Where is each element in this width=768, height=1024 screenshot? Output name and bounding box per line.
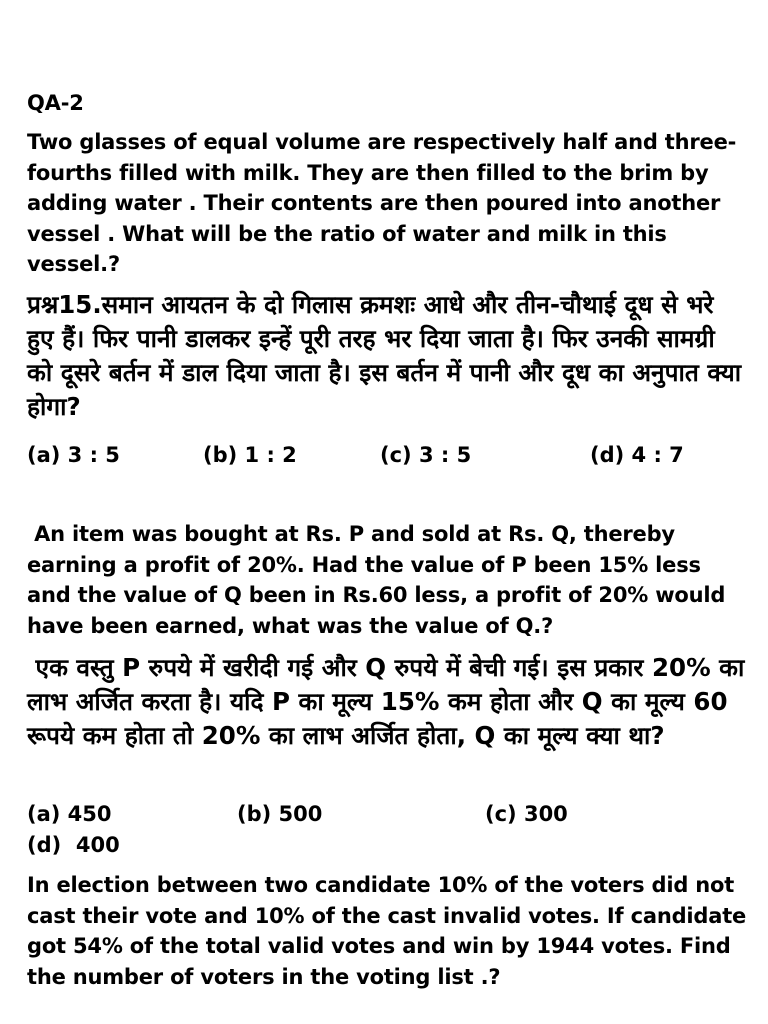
question-1-option-c: (c) 3 : 5: [380, 443, 472, 467]
question-2-option-a: (a) 450: [27, 802, 112, 826]
question-2-option-d: (d) 400: [27, 833, 120, 857]
question-3-english: In election between two candidate 10% of the voters did not cast their vote and 10% of the cast invalid votes. If candidate got 54% of the total valid votes and win by 1944 votes. Find the number of voters in the voting list .?: [27, 873, 747, 989]
question-label: QA-2: [27, 91, 84, 115]
question-2-hindi: एक वस्तु P रुपये में खरीदी गई और Q रुपये में बेची गई। इस प्रकार 20% का लाभ अर्जित करता है। यदि P का मूल्य 15% कम होता और Q का मूल्य 60 रूपये कम होता तो 20% का लाभ अर्जित होता, Q का मूल्य क्या था?: [27, 653, 753, 750]
question-1-hindi: प्रश्न15.समान आयतन के दो गिलास क्रमशः आधे और तीन-चौथाई दूध से भरे हुए हैं। फिर पानी डालकर इन्हें पूरी तरह भर दिया जाता है। फिर उनकी सामग्री को दूसरे बर्तन में डाल दिया जाता है। इस बर्तन में पानी और दूध का अनुपात क्या होगा?: [27, 290, 742, 421]
question-1-option-b: (b) 1 : 2: [203, 443, 297, 467]
question-1-option-a: (a) 3 : 5: [27, 443, 120, 467]
question-2-english: An item was bought at Rs. P and sold at Rs. Q, thereby earning a profit of 20%. Had the value of P been 15% less and the value of Q been in Rs.60 less, a profit of 20% would have been earned, what was the value of Q.?: [27, 522, 733, 638]
question-2-option-c: (c) 300: [485, 802, 568, 826]
question-1-english: Two glasses of equal volume are respectively half and three-fourths filled with milk. They are then filled to the brim by adding water . Their contents are then poured into another vessel . What will be the ratio of water and milk in this vessel.?: [27, 130, 737, 276]
question-2-option-b: (b) 500: [237, 802, 323, 826]
question-1-option-d: (d) 4 : 7: [590, 443, 684, 467]
